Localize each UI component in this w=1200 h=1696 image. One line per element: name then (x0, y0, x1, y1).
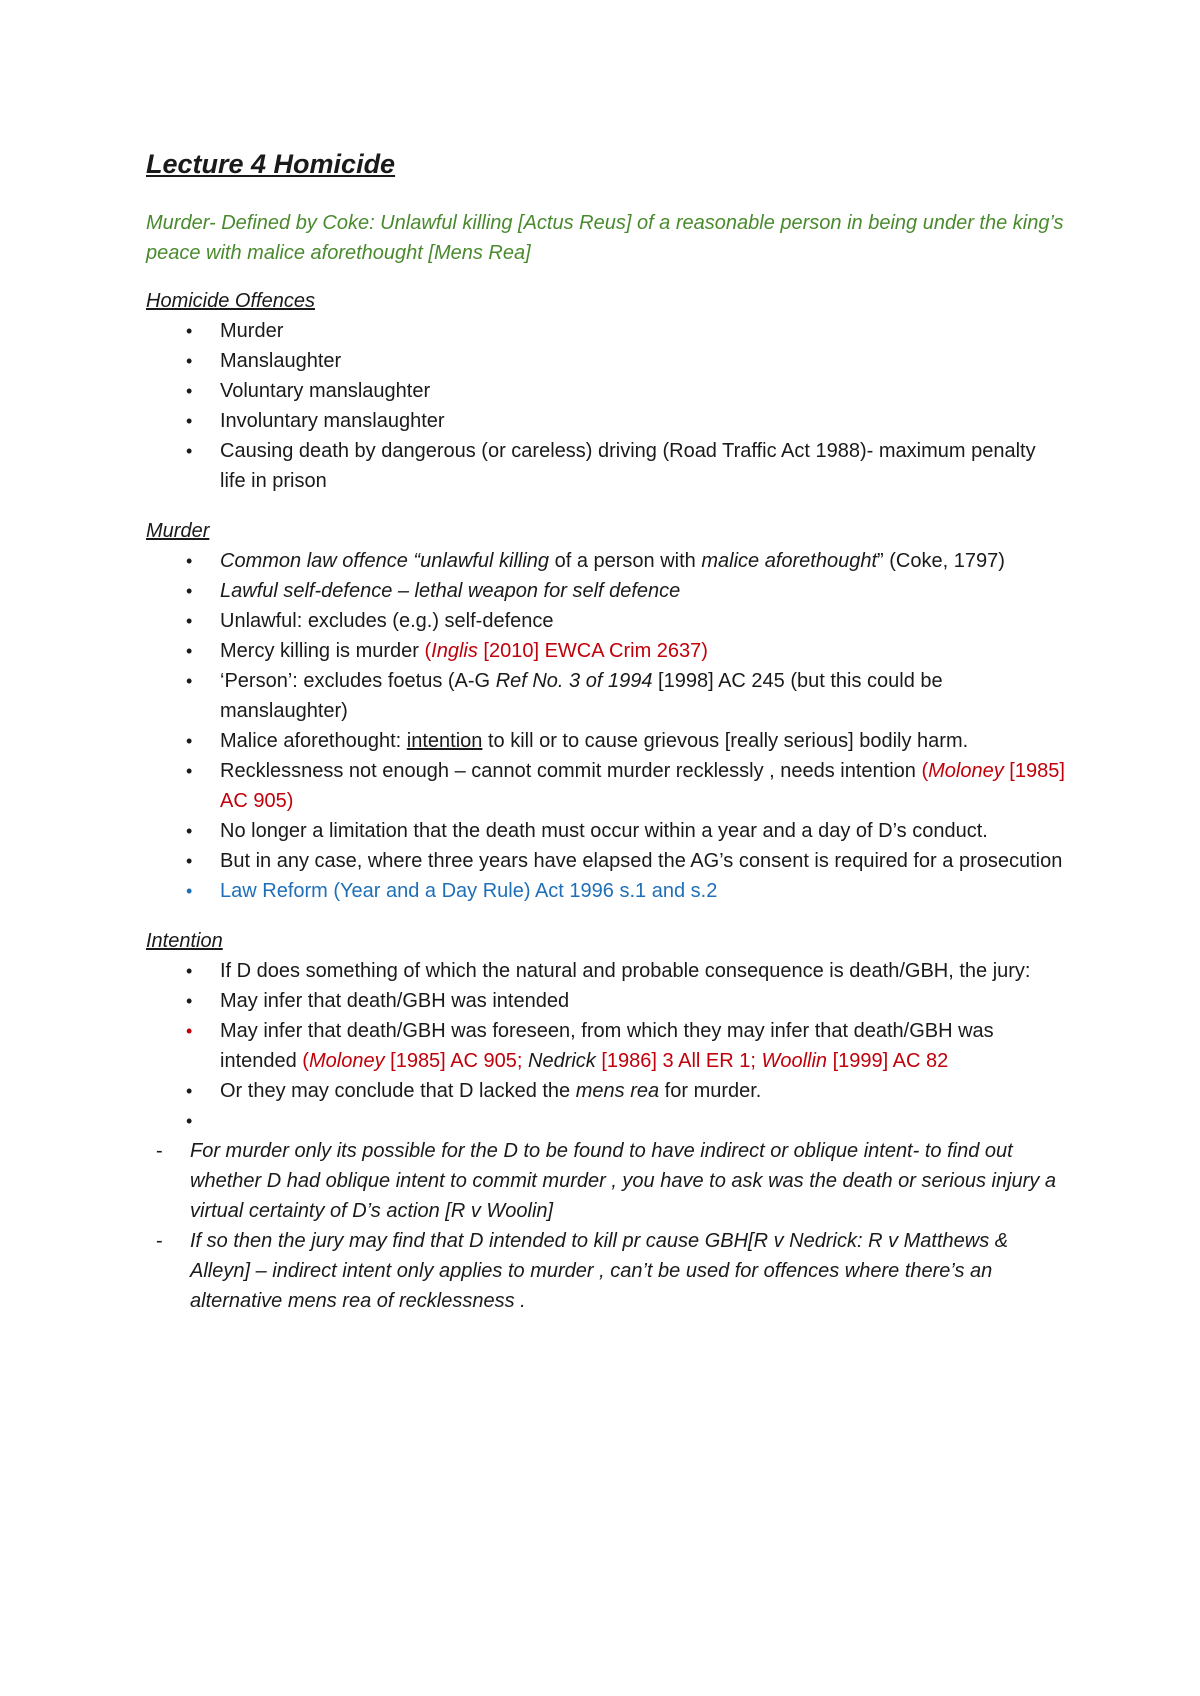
list-item: • Recklessness not enough – cannot commit murder recklessly , needs intention (Moloney [1985] AC 905) (146, 756, 1066, 816)
list-item: • ‘Person’: excludes foetus (A-G Ref No. 3 of 1994 [1998] AC 245 (but this could be manslaughter) (146, 666, 1066, 726)
list-item: • Manslaughter (146, 346, 1066, 376)
bullet-icon: • (186, 991, 193, 1011)
list-item (146, 1106, 1066, 1136)
list-item: • Common law offence “unlawful killing of a person with malice aforethought” (Coke, 1797) (146, 546, 1066, 576)
intention-list (146, 956, 1066, 1136)
list-item: • Murder (146, 316, 1066, 346)
bullet-icon: • (186, 381, 193, 401)
bullet-icon: • (186, 321, 193, 341)
bullet-icon: • (186, 581, 193, 601)
list-item: • Causing death by dangerous (or careless) driving (Road Traffic Act 1988)- maximum penalty life in prison (146, 436, 1066, 496)
list-item: • May infer that death/GBH was intended (146, 986, 1066, 1016)
list-item: - If so then the jury may find that D intended to kill pr cause GBH[R v Nedrick: R v Matthews & Alleyn] – indirect intent only applies to murder , can’t be used for offences where there’s an alternative mens rea of recklessness . (146, 1226, 1066, 1316)
list-item: • Mercy killing is murder (Inglis [2010] EWCA Crim 2637) (146, 636, 1066, 666)
page-title: Lecture 4 Homicide (146, 149, 396, 179)
bullet-icon: • (186, 671, 193, 691)
murder-list (146, 546, 1066, 906)
case-name: Moloney (308, 1050, 385, 1072)
list-item: • Involuntary manslaughter (146, 406, 1066, 436)
bullet-icon: • (186, 351, 193, 371)
bullet-icon: • (186, 1021, 193, 1041)
list-item: • Voluntary manslaughter (146, 376, 1066, 406)
list-item: • No longer a limitation that the death must occur within a year and a day of D’s conduct. (146, 816, 1066, 846)
murder-heading: Murder (146, 520, 210, 542)
homicide-offences-heading: Homicide Offences (146, 290, 315, 312)
bullet-icon: • (186, 821, 193, 841)
list-item: • Unlawful: excludes (e.g.) self-defence (146, 606, 1066, 636)
bullet-icon: • (186, 961, 193, 981)
bullet-icon: • (186, 641, 193, 661)
bullet-icon: • (186, 1111, 193, 1131)
bullet-icon: • (186, 851, 193, 871)
case-name: Inglis (431, 640, 478, 662)
list-item: • Malice aforethought: intention to kill or to cause grievous [really serious] bodily harm. (146, 726, 1066, 756)
bullet-icon: • (186, 731, 193, 751)
document-content (146, 146, 1066, 1316)
bullet-icon: • (186, 411, 193, 431)
list-item: • If D does something of which the natural and probable consequence is death/GBH, the jury: (146, 956, 1066, 986)
list-item: - For murder only its possible for the D to be found to have indirect or oblique intent- to find out whether D had oblique intent to commit murder , you have to ask was the death or serious injury a virtual certainty of D’s action [R v Woolin] (146, 1136, 1066, 1226)
bullet-icon: • (186, 441, 193, 461)
case-name: Woollin (761, 1050, 828, 1072)
list-item: • Law Reform (Year and a Day Rule) Act 1996 s.1 and s.2 (146, 876, 1066, 906)
list-item: • Or they may conclude that D lacked the mens rea for murder. (146, 1076, 1066, 1106)
bullet-icon: • (186, 611, 193, 631)
list-item: • Lawful self-defence – lethal weapon for self defence (146, 576, 1066, 606)
homicide-offences-list (146, 316, 1066, 496)
list-item: • But in any case, where three years have elapsed the AG’s consent is required for a prosecution (146, 846, 1066, 876)
bullet-icon: • (186, 551, 193, 571)
case-name: Moloney (928, 760, 1004, 782)
case-name: Nedrick (528, 1050, 596, 1072)
murder-definition: Murder- Defined by Coke: Unlawful killing [Actus Reus] of a reasonable person in being under the king’s peace with malice aforethought [Mens Rea] (146, 212, 1064, 264)
bullet-icon: • (186, 761, 193, 781)
list-item: • May infer that death/GBH was foreseen, from which they may infer that death/GBH was intended (Moloney [1985] AC 905; Nedrick [1986] 3 All ER 1; Woollin [1999] AC 82 (146, 1016, 1066, 1076)
bullet-icon: • (186, 881, 193, 901)
bullet-icon: • (186, 1081, 193, 1101)
dash-icon: - (156, 1230, 163, 1252)
intention-notes (146, 1136, 1066, 1316)
intention-heading: Intention (146, 930, 223, 952)
dash-icon: - (156, 1140, 163, 1162)
